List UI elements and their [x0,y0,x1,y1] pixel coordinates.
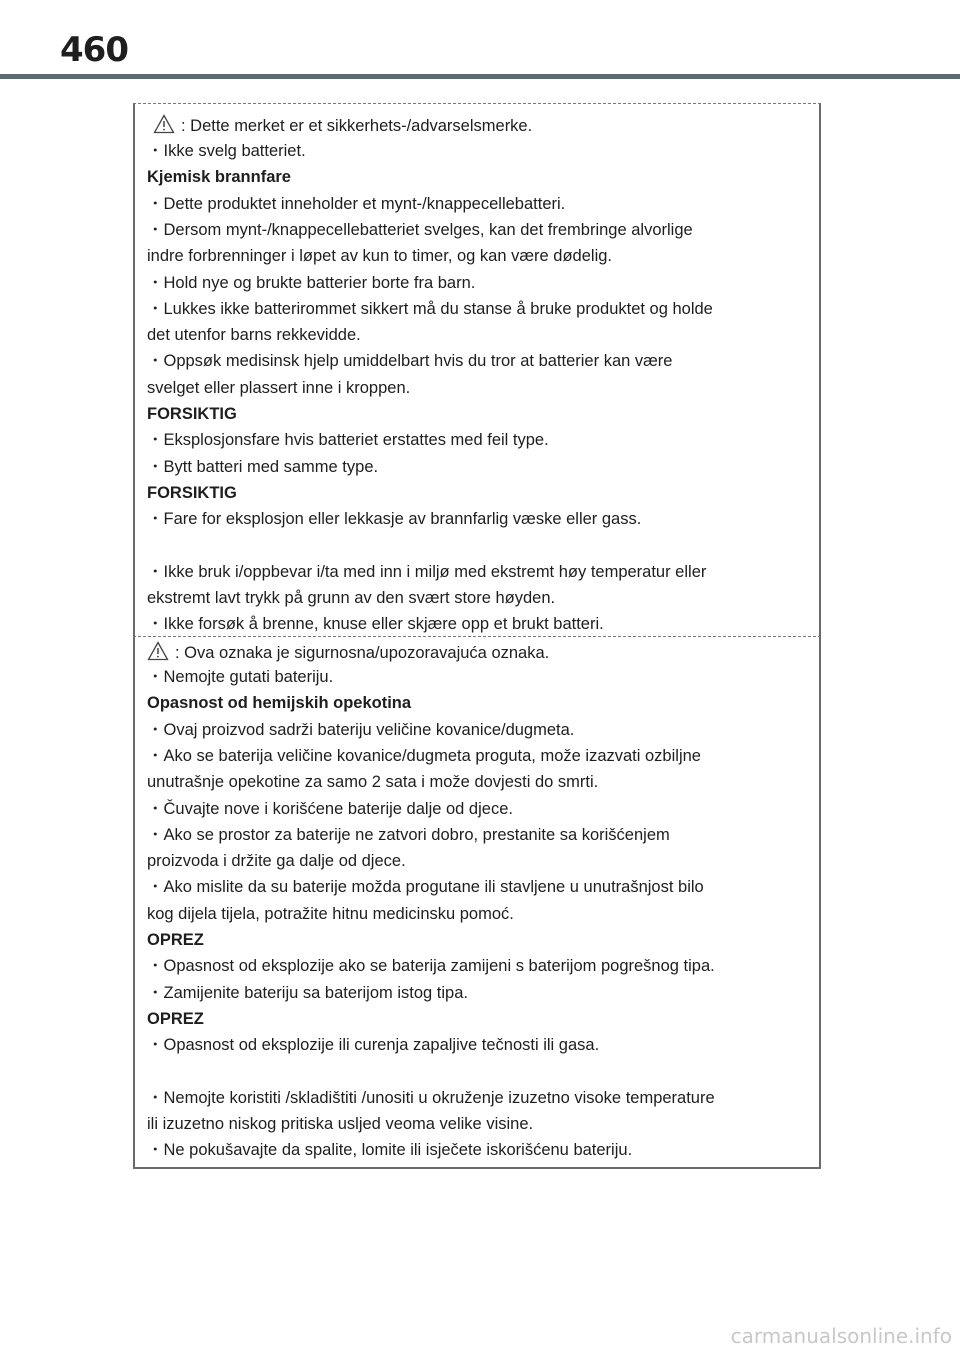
warning-box-norwegian [133,103,821,636]
section-heading: Opasnost od hemijskih opekotina [147,694,412,713]
watermark: carmanualsonline.info [730,1324,952,1348]
list-item: ・Oppsøk medisinsk hjelp umiddelbart hvis du tror at batterier kan være [147,352,673,371]
section-heading: FORSIKTIG [147,405,237,423]
list-item: ・Bytt batteri med samme type. [147,457,379,476]
list-item: ・Ikke bruk i/oppbevar i/ta med inn i miljø med ekstremt høy temperatur eller [147,562,707,581]
list-item: ・Eksplosjonsfare hvis batteriet erstattes med feil type. [147,431,549,450]
list-item: ・Lukkes ikke batterirommet sikkert må du stanse å bruke produktet og holde [147,299,713,318]
list-item: ・Dersom mynt-/knappecellebatteriet svelges, kan det frembringe alvorlige [147,220,693,239]
page-number: 460 [60,30,128,70]
section-heading: OPREZ [147,931,204,949]
list-item: ・Ikke forsøk å brenne, knuse eller skjære opp et brukt batteri. [147,615,604,634]
list-item: ・Opasnost od eksplozije ili curenja zapaljive tečnosti ili gasa. [147,1036,600,1055]
warning-intro [147,114,532,136]
list-item: ・Čuvajte nove i korišćene baterije dalje od djece. [147,799,513,818]
list-item: ・Nemojte gutati bateriju. [147,668,334,686]
list-item: ・Ikke svelg batteriet. [147,142,306,160]
warning-triangle-icon [153,114,175,134]
list-item: svelget eller plassert inne i kroppen. [147,378,411,397]
list-item: ・Opasnost od eksplozije ako se baterija zamijeni s baterijom pogrešnog tipa. [147,957,715,976]
list-item: indre forbrenninger i løpet av kun to timer, og kan være dødelig. [147,247,612,266]
list-item: unutrašnje opekotine za samo 2 sata i može dovjesti do smrti. [147,773,599,792]
list-item: ・Ako se prostor za baterije ne zatvori dobro, prestanite sa korišćenjem [147,825,670,844]
list-item: ・Dette produktet inneholder et mynt-/knappecellebatteri. [147,194,566,213]
list-item: ・Hold nye og brukte batterier borte fra barn. [147,273,476,292]
warning-intro-text: : Dette merket er et sikkerhets-/advarselsmerke. [181,117,533,135]
list-item: ili izuzetno niskog pritiska usljed veoma velike visine. [147,1115,534,1134]
list-item: proizvoda i držite ga dalje od djece. [147,852,406,871]
list-item: det utenfor barns rekkevidde. [147,326,361,345]
list-item: ・Ako mislite da su baterije možda progutane ili stavljene u unutrašnjost bilo [147,878,704,897]
warning-intro [147,641,549,663]
header-rule [0,74,960,79]
list-item: ekstremt lavt trykk på grunn av den svært store høyden. [147,589,556,608]
section-heading: FORSIKTIG [147,483,237,502]
list-item: ・Nemojte koristiti /skladištiti /unositi u okruženje izuzetno visoke temperature [147,1088,715,1107]
list-item: ・Ako se baterija veličine kovanice/dugmeta proguta, može izazvati ozbiljne [147,746,701,765]
warning-box-bosnian [133,636,821,1169]
warning-intro-text: : Ova oznaka je sigurnosna/upozoravajuća oznaka. [175,644,550,662]
list-item: ・Ovaj proizvod sadrži bateriju veličine kovanice/dugmeta. [147,720,575,739]
list-item: ・Zamijenite bateriju sa baterijom istog tipa. [147,983,468,1002]
section-heading: OPREZ [147,1009,204,1028]
warning-triangle-icon [147,641,169,661]
list-item: ・Fare for eksplosjon eller lekkasje av brannfarlig væske eller gass. [147,510,642,529]
section-heading: Kjemisk brannfare [147,168,291,187]
list-item: ・Ne pokušavajte da spalite, lomite ili isječete iskorišćenu bateriju. [147,1141,633,1160]
list-item: kog dijela tijela, potražite hitnu medicinsku pomoć. [147,904,514,923]
